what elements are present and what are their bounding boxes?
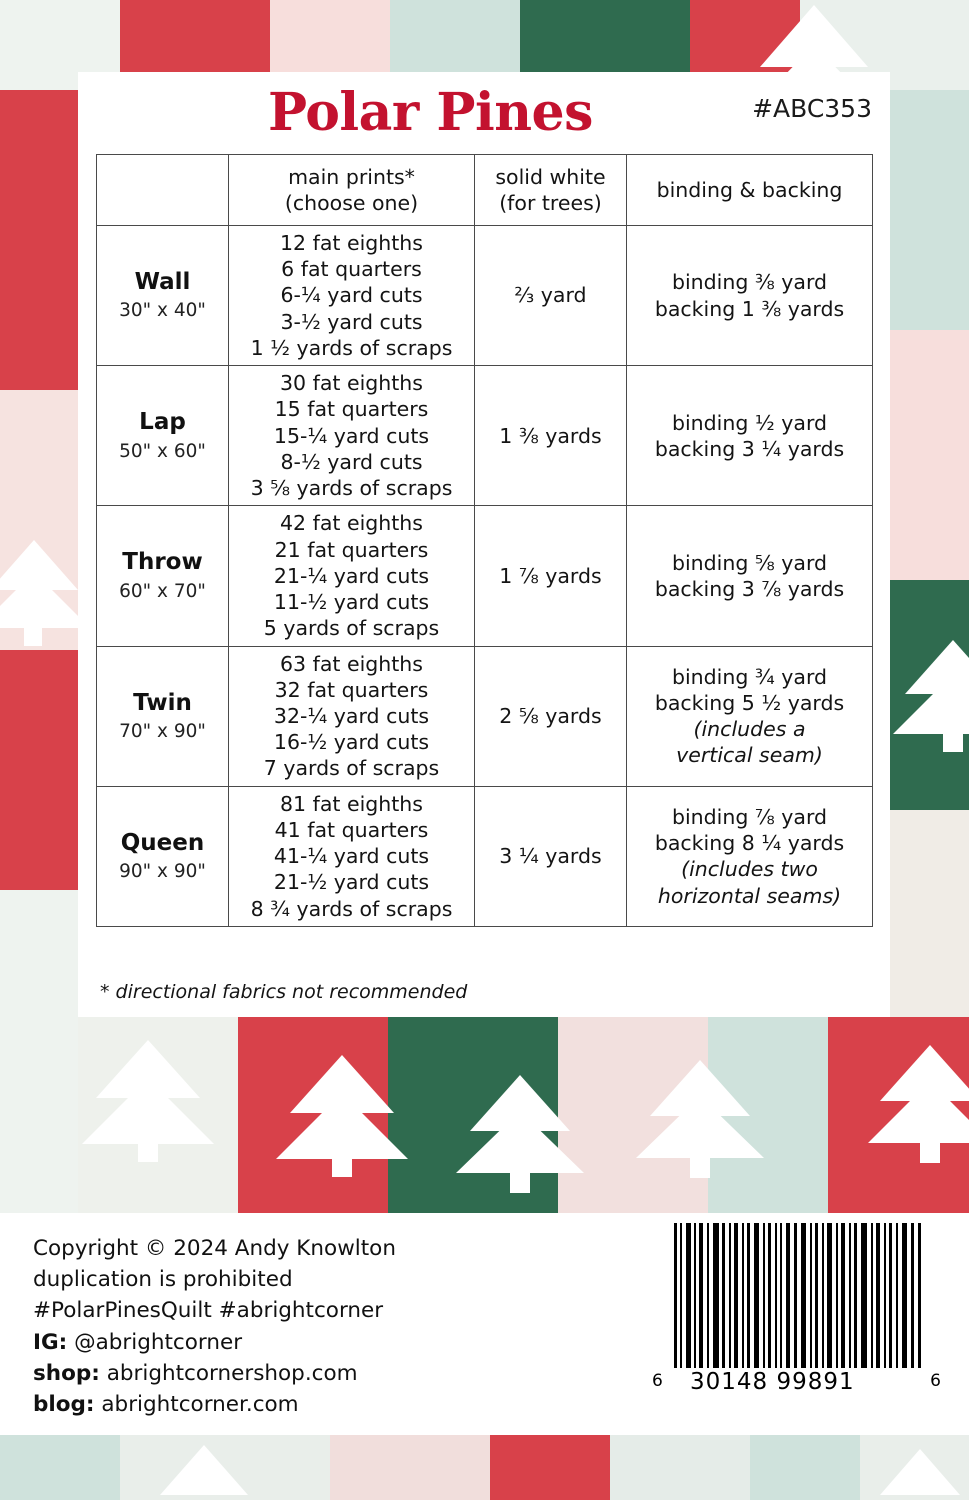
solid-white-cell: 1 ⅞ yards <box>475 506 627 646</box>
solid-white-cell: ⅔ yard <box>475 226 627 366</box>
main-print-option: 41 fat quarters <box>274 817 429 842</box>
instagram-line <box>33 1327 396 1358</box>
size-dimensions: 60" x 70" <box>119 580 206 602</box>
card-header <box>78 72 890 143</box>
main-print-option: 81 fat eighths <box>280 791 423 816</box>
instagram-label: IG: <box>33 1329 68 1355</box>
shop-line <box>33 1358 396 1389</box>
size-cell <box>97 366 229 506</box>
size-dimensions: 50" x 60" <box>119 440 206 462</box>
size-dimensions: 70" x 90" <box>119 720 206 742</box>
footer-strip <box>0 1213 969 1435</box>
table-header-row <box>97 155 873 226</box>
quilt-patch <box>890 330 969 580</box>
header-main-prints-line1: main prints* <box>288 164 415 189</box>
main-print-option: 15 fat quarters <box>274 397 429 422</box>
main-print-option: 3-½ yard cuts <box>280 309 423 334</box>
size-name: Queen <box>120 829 205 856</box>
binding-amount: binding ⅝ yard <box>671 550 828 575</box>
backing-amount: backing 1 ⅜ yards <box>654 296 845 321</box>
size-cell <box>97 506 229 646</box>
binding-backing-cell <box>627 366 873 506</box>
quilt-patch <box>0 650 78 890</box>
header-solid-white-line1: solid white <box>495 164 606 189</box>
size-dimensions: 90" x 90" <box>119 861 206 883</box>
main-print-option: 5 yards of scraps <box>263 616 440 641</box>
binding-backing-cell <box>627 646 873 786</box>
main-print-option: 16-½ yard cuts <box>273 730 430 755</box>
size-name: Throw <box>122 549 203 576</box>
header-size <box>97 155 229 226</box>
quilt-patch <box>330 1435 490 1500</box>
main-print-option: 3 ⅝ yards of scraps <box>250 476 453 501</box>
solid-white-cell: 3 ¼ yards <box>475 786 627 926</box>
table-row <box>97 226 873 366</box>
main-print-option: 42 fat eighths <box>280 511 423 536</box>
table-row <box>97 786 873 926</box>
header-main-prints <box>229 155 475 226</box>
copyright-line: Copyright © 2024 Andy Knowlton <box>33 1236 396 1261</box>
size-name: Twin <box>133 689 192 716</box>
main-print-option: 11-½ yard cuts <box>273 590 430 615</box>
quilt-patch <box>610 1435 750 1500</box>
hashtags-line: #PolarPinesQuilt #abrightcorner <box>33 1298 384 1324</box>
quilt-patch <box>0 890 78 1213</box>
size-cell <box>97 646 229 786</box>
quilt-patch <box>0 90 78 390</box>
size-cell <box>97 226 229 366</box>
main-print-option: 32 fat quarters <box>274 677 429 702</box>
table-row <box>97 506 873 646</box>
blog-line <box>33 1389 396 1420</box>
barcode-left-digit: 6 <box>652 1371 664 1391</box>
main-prints-cell <box>229 366 475 506</box>
size-name: Lap <box>139 409 186 436</box>
header-solid-white-line2: (for trees) <box>499 191 602 215</box>
size-cell <box>97 786 229 926</box>
barcode <box>652 1223 942 1395</box>
backing-amount: backing 8 ¼ yards <box>654 831 845 856</box>
header-main-prints-line2: (choose one) <box>284 191 419 215</box>
quilt-patch <box>490 1435 610 1500</box>
binding-amount: binding ⅜ yard <box>671 270 828 295</box>
binding-backing-cell <box>627 506 873 646</box>
blog-label: blog: <box>33 1391 95 1417</box>
header-solid-white <box>475 155 627 226</box>
fabric-requirements-table <box>96 154 873 927</box>
binding-note-line2: vertical seam) <box>676 743 823 768</box>
size-dimensions: 30" x 40" <box>119 300 206 322</box>
copyright-block <box>33 1233 396 1420</box>
quilt-photo-bottom <box>0 1435 969 1500</box>
table-row <box>97 366 873 506</box>
binding-amount: binding ⅞ yard <box>671 804 828 829</box>
main-print-option: 8 ¾ yards of scraps <box>250 896 453 921</box>
page-title: Polar Pines <box>268 82 593 143</box>
shop-url[interactable]: abrightcornershop.com <box>106 1360 358 1386</box>
main-prints-cell <box>229 646 475 786</box>
binding-backing-cell <box>627 786 873 926</box>
main-print-option: 32-¼ yard cuts <box>273 703 430 728</box>
backing-amount: backing 3 ¼ yards <box>654 436 845 461</box>
pattern-sku: #ABC353 <box>752 94 872 123</box>
main-print-option: 6-¼ yard cuts <box>280 283 423 308</box>
main-print-option: 1 ½ yards of scraps <box>250 335 453 360</box>
main-print-option: 6 fat quarters <box>281 257 422 282</box>
backing-amount: backing 5 ½ yards <box>654 690 845 715</box>
barcode-bars <box>668 1223 926 1368</box>
main-prints-cell <box>229 226 475 366</box>
binding-amount: binding ½ yard <box>671 410 828 435</box>
backing-amount: backing 3 ⅞ yards <box>654 576 845 601</box>
main-print-option: 63 fat eighths <box>280 651 423 676</box>
binding-backing-cell <box>627 226 873 366</box>
main-prints-cell <box>229 506 475 646</box>
pine-tree-motif <box>880 1449 960 1495</box>
main-print-option: 15-¼ yard cuts <box>273 423 430 448</box>
binding-note-line1: (includes two <box>681 857 818 882</box>
main-print-option: 30 fat eighths <box>280 371 423 396</box>
main-print-option: 21 fat quarters <box>274 537 429 562</box>
quilt-patch <box>890 90 969 330</box>
table-footnote: * directional fabrics not recommended <box>100 981 468 1003</box>
quilt-patch <box>750 1435 860 1500</box>
main-print-option: 21-¼ yard cuts <box>273 563 430 588</box>
blog-url[interactable]: abrightcorner.com <box>101 1391 299 1417</box>
quilt-patch <box>0 1435 120 1500</box>
solid-white-cell: 1 ⅜ yards <box>475 366 627 506</box>
main-print-option: 12 fat eighths <box>280 231 423 255</box>
instagram-handle: @abrightcorner <box>74 1329 243 1355</box>
binding-note-line2: horizontal seams) <box>657 883 842 908</box>
requirements-card <box>78 72 890 1017</box>
barcode-main-digits: 30148 99891 <box>690 1369 855 1395</box>
binding-note-line1: (includes a <box>693 717 806 742</box>
shop-label: shop: <box>33 1360 100 1386</box>
main-print-option: 21-½ yard cuts <box>273 870 430 895</box>
table-row <box>97 646 873 786</box>
header-binding-backing: binding & backing <box>627 155 873 226</box>
main-prints-cell <box>229 786 475 926</box>
pine-tree-motif <box>160 1445 248 1495</box>
duplication-line: duplication is prohibited <box>33 1267 293 1293</box>
binding-amount: binding ¾ yard <box>671 664 828 689</box>
main-print-option: 41-¼ yard cuts <box>273 844 430 869</box>
size-name: Wall <box>134 269 191 296</box>
solid-white-cell: 2 ⅝ yards <box>475 646 627 786</box>
main-print-option: 8-½ yard cuts <box>280 449 423 474</box>
main-print-option: 7 yards of scraps <box>263 756 440 781</box>
barcode-right-digit: 6 <box>930 1371 942 1391</box>
